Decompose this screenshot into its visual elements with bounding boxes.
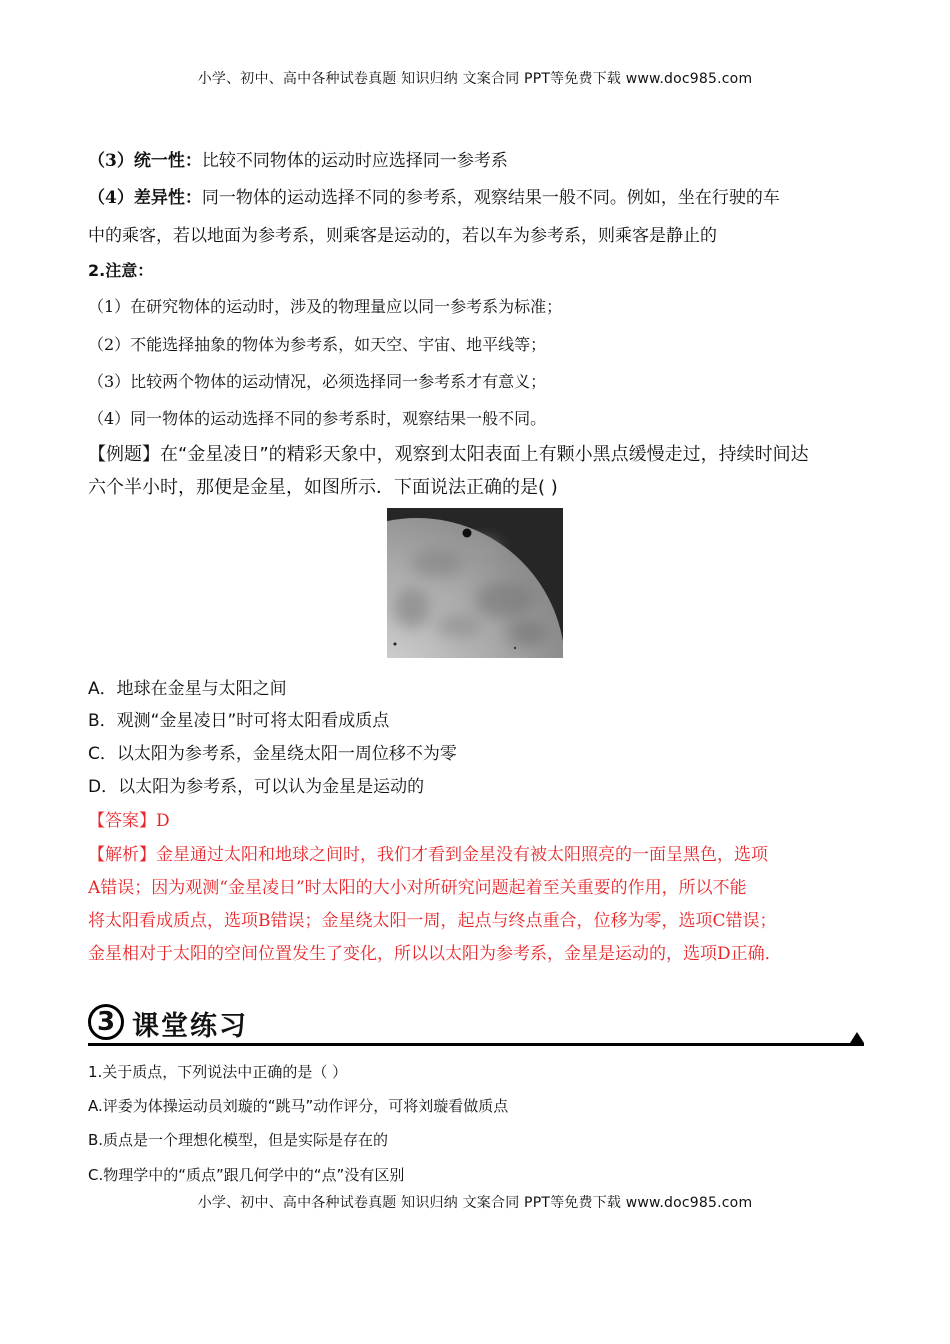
section-title: 课堂练习 — [132, 1011, 248, 1042]
note-item-1: （1）在研究物体的运动时，涉及的物理量应以同一参考系为标准； — [88, 297, 563, 316]
example-option-c: C．以太阳为参考系，金星绕太阳一周位移不为零 — [88, 744, 457, 764]
note-item-3: （3）比较两个物体的运动情况，必须选择同一参考系才有意义； — [88, 372, 547, 391]
point-3 — [88, 146, 508, 171]
analysis-line-1: 【解析】金星通过太阳和地球之间时，我们才看到金星没有被太阳照亮的一面呈黑色，选项 — [88, 845, 768, 865]
example-option-b: B．观测“金星凌日”时可将太阳看成质点 — [88, 711, 390, 731]
note-item-4: （4）同一物体的运动选择不同的参考系时，观察结果一般不同。 — [88, 409, 547, 428]
page-header: 小学、初中、高中各种试卷真题 知识归纳 文案合同 PPT等免费下载 www.doc985.com — [197, 71, 753, 87]
point-4-text: 同一物体的运动选择不同的参考系，观察结果一般不同。例如，坐在行驶的车 — [201, 188, 780, 208]
point-3-label: （3）统一性： — [88, 151, 202, 171]
venus-transit-photo — [387, 508, 563, 658]
section-number-badge: 3 — [88, 1004, 124, 1040]
exercise-option-a: A.评委为体操运动员刘璇的“跳马”动作评分，可将刘璇看做质点 — [88, 1097, 509, 1115]
page-footer: 小学、初中、高中各种试卷真题 知识归纳 文案合同 PPT等免费下载 www.doc985.com — [197, 1195, 753, 1211]
notes-title: 2.注意： — [88, 261, 154, 280]
section-heading — [88, 1002, 864, 1046]
point-4-continued: 中的乘客，若以地面为参考系，则乘客是运动的，若以车为参考系，则乘客是静止的 — [88, 226, 717, 246]
example-question-line-1: 【例题】在“金星凌日”的精彩天象中，观察到太阳表面上有颗小黑点缓慢走过，持续时间达 — [88, 444, 809, 465]
analysis-line-4: 金星相对于太阳的空间位置发生了变化，所以以太阳为参考系，金星是运动的，选项D正确． — [88, 944, 782, 964]
analysis-line-2: A错误；因为观测“金星凌日”时太阳的大小对所研究问题起着至关重要的作用，所以不能 — [88, 878, 747, 898]
example-question-line-2: 六个半小时，那便是金星，如图所示．下面说法正确的是( ) — [88, 477, 558, 498]
exercise-question: 1.关于质点，下列说法中正确的是（ ） — [88, 1063, 348, 1081]
point-4 — [88, 183, 780, 208]
section-divider — [88, 1043, 864, 1046]
note-item-2: （2）不能选择抽象的物体为参考系，如天空、宇宙、地平线等； — [88, 335, 547, 354]
point-4-label: （4）差异性： — [88, 188, 202, 208]
example-option-a: A．地球在金星与太阳之间 — [88, 679, 287, 699]
analysis-line-3: 将太阳看成质点，选项B错误；金星绕太阳一周，起点与终点重合，位移为零，选项C错误； — [88, 911, 777, 931]
exercise-option-c: C.物理学中的“质点”跟几何学中的“点”没有区别 — [88, 1166, 405, 1184]
triangle-marker-icon — [850, 1032, 864, 1043]
point-3-text: 比较不同物体的运动时应选择同一参考系 — [201, 151, 508, 171]
example-option-d: D．以太阳为参考系，可以认为金星是运动的 — [88, 777, 425, 797]
exercise-option-b: B.质点是一个理想化模型，但是实际是存在的 — [88, 1131, 389, 1149]
answer-text: 【答案】D — [88, 811, 170, 831]
